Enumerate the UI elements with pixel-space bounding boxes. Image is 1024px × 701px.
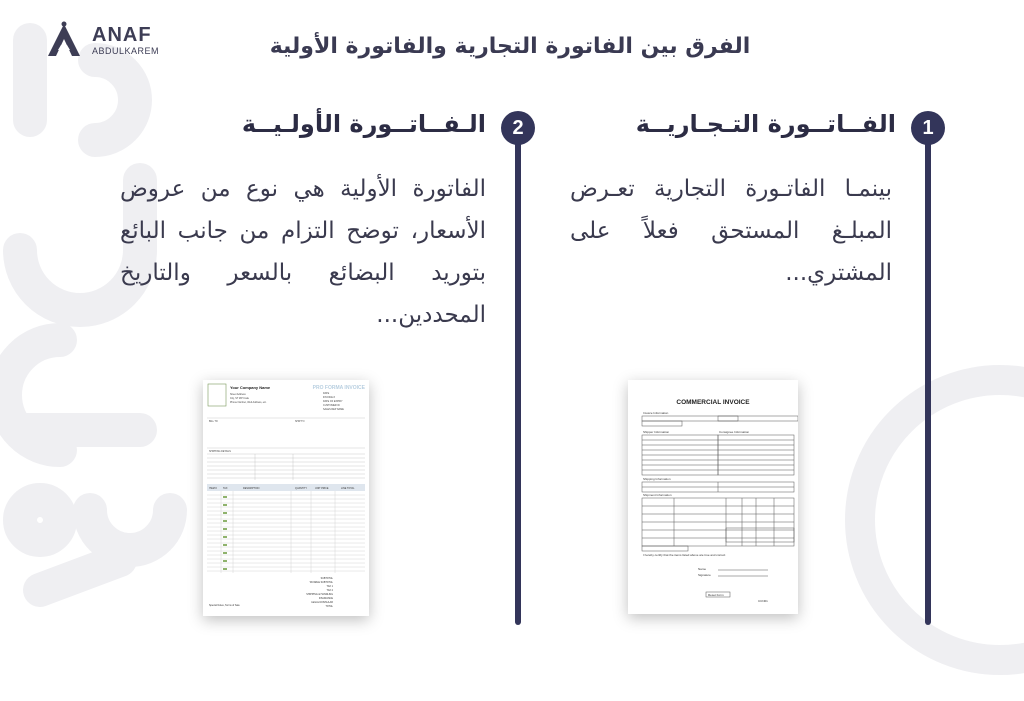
svg-text:City, ST ZIP Code: City, ST ZIP Code (230, 397, 249, 400)
svg-text:LEGAL/CONSULAR: LEGAL/CONSULAR (311, 601, 333, 604)
svg-text:SALES REP NAME: SALES REP NAME (323, 408, 344, 411)
svg-text:ITEM #: ITEM # (209, 487, 217, 490)
svg-text:INSURANCE: INSURANCE (318, 597, 333, 600)
svg-text:SHIPPING & HANDLING: SHIPPING & HANDLING (306, 593, 333, 596)
timeline-line-1 (925, 140, 931, 625)
svg-text:DATE OF EXPIRY: DATE OF EXPIRY (323, 400, 343, 403)
svg-text:Invoice Information: Invoice Information (643, 411, 669, 415)
svg-text:Special Notes, Terms of Sale: Special Notes, Terms of Sale (209, 604, 240, 607)
svg-text:Shipment Information: Shipment Information (643, 493, 672, 497)
svg-text:SHIP TO: SHIP TO (295, 420, 305, 423)
svg-text:BILL TO: BILL TO (209, 420, 218, 423)
svg-text:Signature: Signature (698, 573, 711, 577)
svg-text:QUANTITY: QUANTITY (295, 487, 308, 490)
body-proforma-invoice: الفاتورة الأولية هي نوع من عروض الأسعار، توضح التزام من جانب البائع بتوريد البضائع بالسعر والتاريخ المحددين... (120, 176, 486, 328)
svg-text:SHIPPING DETAILS: SHIPPING DETAILS (209, 450, 231, 453)
svg-text:Shipper Information: Shipper Information (643, 430, 670, 434)
svg-text:I hereby certify that the item: I hereby certify that the items listed above are true and correct (643, 553, 726, 557)
proforma-invoice-image (203, 380, 369, 616)
heading-commercial-invoice: الفــاتــورة التـجـاريــة (635, 110, 896, 138)
proforma-company-name: Your Company Name (230, 385, 271, 390)
commercial-invoice-image (628, 380, 798, 614)
brand-subtitle: ABDULKAREM (92, 45, 160, 56)
body-commercial-invoice: بينمـا الفاتـورة التجارية تعـرض المبلـغ المستحق فعلاً على المشتري... (570, 176, 892, 286)
svg-text:TAXABLE SUBTOTAL: TAXABLE SUBTOTAL (309, 581, 333, 584)
commercial-invoice-title: COMMERCIAL INVOICE (676, 399, 750, 406)
svg-text:TOTAL: TOTAL (325, 605, 333, 608)
svg-text:TAX 2: TAX 2 (326, 589, 333, 592)
svg-text:Street Address: Street Address (230, 393, 246, 396)
svg-text:CUSTOMER ID: CUSTOMER ID (323, 404, 340, 407)
svg-text:TAX 1: TAX 1 (326, 585, 333, 588)
svg-text:SUBTOTAL: SUBTOTAL (320, 577, 333, 580)
logo-icon (44, 20, 84, 60)
svg-text:Shipping Information: Shipping Information (643, 477, 671, 481)
svg-text:CCN01: CCN01 (758, 599, 768, 603)
svg-text:Consignee Information: Consignee Information (719, 430, 750, 434)
brand-logo (44, 20, 159, 60)
svg-text:INVOICE #: INVOICE # (323, 396, 335, 399)
svg-text:DATE: DATE (323, 392, 330, 395)
svg-text:UNIT PRICE: UNIT PRICE (315, 487, 329, 490)
step-badge-1: 1 (911, 111, 945, 145)
svg-text:TAX: TAX (223, 487, 228, 490)
proforma-invoice-title: PRO FORMA INVOICE (312, 385, 365, 391)
svg-text:Reset Form: Reset Form (708, 593, 724, 597)
step-badge-2: 2 (501, 111, 535, 145)
svg-text:LINE TOTAL: LINE TOTAL (341, 487, 355, 490)
svg-text:Name: Name (698, 567, 707, 571)
svg-text:DESCRIPTION: DESCRIPTION (243, 487, 260, 490)
svg-text:Phone Number, Web Address, etc: Phone Number, Web Address, etc. (230, 401, 267, 404)
timeline-line-2 (515, 140, 521, 625)
brand-name: ANAF (92, 23, 152, 46)
page-title: الفرق بين الفاتورة التجارية والفاتورة الأولية (269, 34, 751, 59)
heading-proforma-invoice: الـفــاتــورة الأولـيــة (241, 110, 486, 138)
